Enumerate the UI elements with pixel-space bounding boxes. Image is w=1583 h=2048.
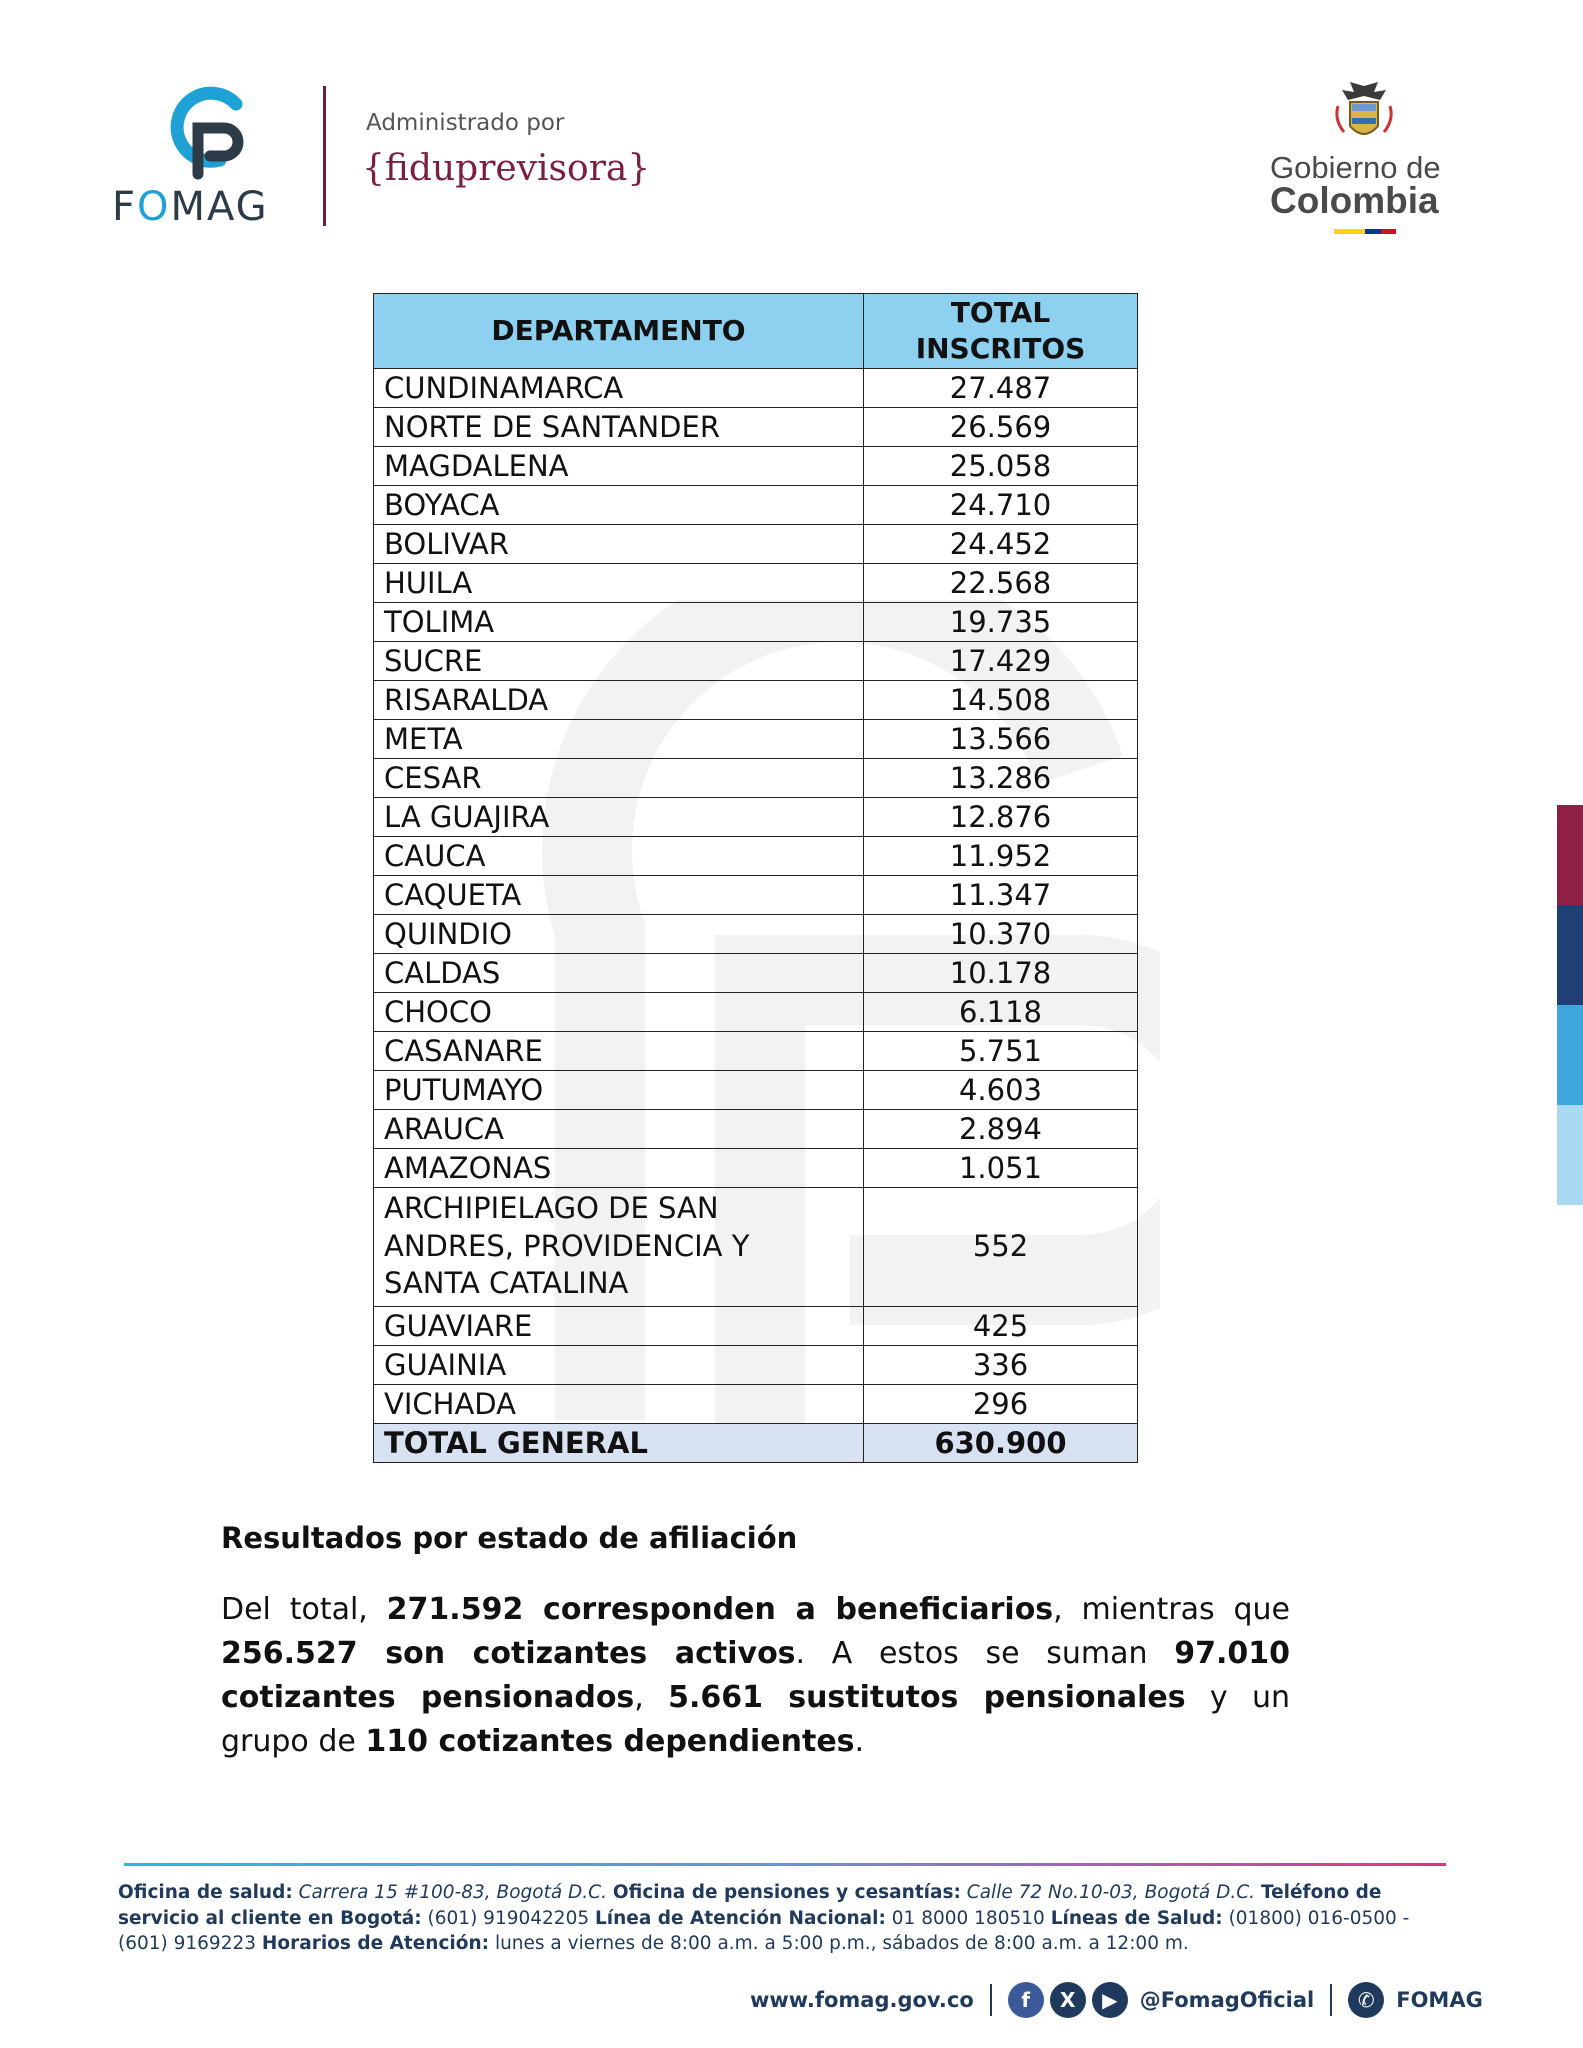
- department-cell: GUAVIARE: [374, 1306, 864, 1345]
- department-cell: NORTE DE SANTANDER: [374, 408, 864, 447]
- department-cell: QUINDIO: [374, 915, 864, 954]
- department-cell: CAUCA: [374, 837, 864, 876]
- footer-links: [750, 1980, 1483, 2020]
- fomag-logo: [112, 82, 292, 232]
- department-cell: ARAUCA: [374, 1110, 864, 1149]
- header-total-inscritos: TOTAL INSCRITOS: [864, 294, 1138, 369]
- x-icon[interactable]: X: [1050, 1982, 1086, 2018]
- table-row: [374, 915, 1138, 954]
- facebook-icon[interactable]: f: [1008, 1982, 1044, 2018]
- gobierno-colombia-logo: [1262, 80, 1462, 240]
- table-row: [374, 1384, 1138, 1423]
- total-cell: 11.952: [864, 837, 1138, 876]
- beneficiarios-highlight: 271.592 corresponden a beneficiarios: [386, 1592, 1054, 1627]
- results-paragraph: [221, 1588, 1290, 1764]
- total-cell: 1.051: [864, 1149, 1138, 1188]
- footer-rule: [124, 1863, 1446, 1866]
- table-row: [374, 993, 1138, 1032]
- footer-value: lunes a viernes de 8:00 a.m. a 5:00 p.m., sábados de 8:00 a.m. a 12:00 m.: [494, 1933, 1189, 1954]
- youtube-icon[interactable]: ▶: [1092, 1982, 1128, 2018]
- department-cell: CAQUETA: [374, 876, 864, 915]
- total-cell: 13.566: [864, 720, 1138, 759]
- header-departamento: DEPARTAMENTO: [374, 294, 864, 369]
- table-row: [374, 1110, 1138, 1149]
- department-cell: AMAZONAS: [374, 1149, 864, 1188]
- cotizantes-activos-highlight: 256.527 son cotizantes activos: [221, 1636, 796, 1671]
- total-cell: 22.568: [864, 564, 1138, 603]
- total-cell: 19.735: [864, 603, 1138, 642]
- table-row: [374, 720, 1138, 759]
- table-row: [374, 1345, 1138, 1384]
- text-span: , mientras que: [1053, 1592, 1290, 1627]
- department-cell: CUNDINAMARCA: [374, 369, 864, 408]
- whatsapp-label[interactable]: FOMAG: [1396, 1988, 1483, 2012]
- footer-label: Línea de Atención Nacional:: [595, 1907, 886, 1929]
- department-cell: BOLIVAR: [374, 525, 864, 564]
- department-cell: MAGDALENA: [374, 447, 864, 486]
- website-link[interactable]: www.fomag.gov.co: [750, 1988, 974, 2012]
- table-row: [374, 642, 1138, 681]
- footer-label: Teléfono de servicio al cliente en Bogotá:: [118, 1882, 1382, 1929]
- total-cell: 11.347: [864, 876, 1138, 915]
- gobierno-de-label: Gobierno de: [1270, 150, 1441, 185]
- department-cell: META: [374, 720, 864, 759]
- department-cell: RISARALDA: [374, 681, 864, 720]
- table-row: [374, 1188, 1138, 1307]
- fomag-wordmark: FOMAG: [112, 184, 269, 230]
- colombia-label: Colombia: [1270, 180, 1439, 221]
- table-row: [374, 1306, 1138, 1345]
- total-general-row: [374, 1423, 1138, 1462]
- footer-value: Carrera 15 #100-83, Bogotá D.C.: [298, 1882, 607, 1903]
- table-row: [374, 954, 1138, 993]
- footer-separator: [1330, 1984, 1332, 2016]
- text-span: .: [854, 1724, 865, 1759]
- administered-by-label: Administrado por: [366, 110, 565, 136]
- department-cell: PUTUMAYO: [374, 1071, 864, 1110]
- colombia-flag-strip: [1334, 229, 1396, 234]
- table-row: [374, 798, 1138, 837]
- total-cell: 552: [864, 1188, 1138, 1307]
- table-row: [374, 876, 1138, 915]
- fiduprevisora-wordmark: {fiduprevisora}: [362, 148, 651, 189]
- table-row: [374, 681, 1138, 720]
- social-handle[interactable]: @FomagOficial: [1139, 1988, 1315, 2012]
- footer-value: Calle 72 No.10-03, Bogotá D.C.: [966, 1882, 1256, 1903]
- footer-value: (601) 919042205: [427, 1907, 590, 1929]
- text-span: y un grupo de: [221, 1680, 1290, 1759]
- table-row: [374, 1032, 1138, 1071]
- text-span: Del total,: [221, 1592, 387, 1627]
- total-cell: 4.603: [864, 1071, 1138, 1110]
- side-color-bar: [1557, 805, 1583, 1205]
- total-cell: 296: [864, 1384, 1138, 1423]
- department-cell: GUAINIA: [374, 1345, 864, 1384]
- colombia-coat-of-arms-icon: [1328, 80, 1400, 148]
- footer-value: (01800) 016-0500 - (601) 9169223: [118, 1907, 1410, 1954]
- footer-value: 01 8000 180510: [891, 1907, 1045, 1929]
- department-cell: BOYACA: [374, 486, 864, 525]
- text-span: ,: [634, 1680, 669, 1715]
- footer-label: Oficina de salud:: [118, 1882, 293, 1903]
- table-row: [374, 369, 1138, 408]
- total-cell: 14.508: [864, 681, 1138, 720]
- footer-label: Oficina de pensiones y cesantías:: [612, 1882, 961, 1903]
- side-bar-segment: [1557, 1105, 1583, 1205]
- table-row: [374, 759, 1138, 798]
- department-cell: CALDAS: [374, 954, 864, 993]
- total-cell: 25.058: [864, 447, 1138, 486]
- table-header-row: [374, 294, 1138, 369]
- dependientes-highlight: 110 cotizantes dependientes: [365, 1724, 855, 1759]
- pensionados-highlight: 97.010 cotizantes pensionados: [221, 1636, 1290, 1715]
- header-divider: [323, 86, 326, 226]
- department-cell: CESAR: [374, 759, 864, 798]
- total-cell: 27.487: [864, 369, 1138, 408]
- table-row: [374, 1149, 1138, 1188]
- department-cell: CASANARE: [374, 1032, 864, 1071]
- total-cell: 10.370: [864, 915, 1138, 954]
- text-span: . A estos se suman: [795, 1636, 1175, 1671]
- total-general-label: TOTAL GENERAL: [374, 1423, 864, 1462]
- total-cell: 5.751: [864, 1032, 1138, 1071]
- total-cell: 13.286: [864, 759, 1138, 798]
- department-cell: HUILA: [374, 564, 864, 603]
- table-row: [374, 603, 1138, 642]
- total-cell: 6.118: [864, 993, 1138, 1032]
- table-row: [374, 1071, 1138, 1110]
- side-bar-segment: [1557, 805, 1583, 905]
- total-cell: 24.452: [864, 525, 1138, 564]
- total-cell: 17.429: [864, 642, 1138, 681]
- table-row: [374, 564, 1138, 603]
- table-row: [374, 525, 1138, 564]
- footer-label: Líneas de Salud:: [1050, 1907, 1223, 1929]
- table-row: [374, 447, 1138, 486]
- total-cell: 425: [864, 1306, 1138, 1345]
- department-cell: TOLIMA: [374, 603, 864, 642]
- side-bar-segment: [1557, 1005, 1583, 1105]
- department-cell: CHOCO: [374, 993, 864, 1032]
- inscritos-table: [373, 293, 1138, 1463]
- footer-label: Horarios de Atención:: [261, 1933, 490, 1954]
- total-cell: 12.876: [864, 798, 1138, 837]
- total-cell: 24.710: [864, 486, 1138, 525]
- whatsapp-icon[interactable]: ✆: [1348, 1982, 1384, 2018]
- sustitutos-highlight: 5.661 sustitutos pensionales: [668, 1680, 1186, 1715]
- total-cell: 336: [864, 1345, 1138, 1384]
- table-row: [374, 486, 1138, 525]
- fomag-logo-icon: [162, 82, 246, 186]
- results-title: Resultados por estado de afiliación: [221, 1521, 798, 1555]
- side-bar-segment: [1557, 905, 1583, 1005]
- footer-separator: [990, 1984, 992, 2016]
- total-cell: 2.894: [864, 1110, 1138, 1149]
- department-cell: SUCRE: [374, 642, 864, 681]
- total-cell: 26.569: [864, 408, 1138, 447]
- table-row: [374, 408, 1138, 447]
- department-cell: ARCHIPIELAGO DE SAN ANDRES, PROVIDENCIA Y SANTA CATALINA: [374, 1188, 864, 1307]
- footer-contact-info: [118, 1880, 1458, 1957]
- total-general-value: 630.900: [864, 1423, 1138, 1462]
- department-cell: VICHADA: [374, 1384, 864, 1423]
- department-cell: LA GUAJIRA: [374, 798, 864, 837]
- table-row: [374, 837, 1138, 876]
- total-cell: 10.178: [864, 954, 1138, 993]
